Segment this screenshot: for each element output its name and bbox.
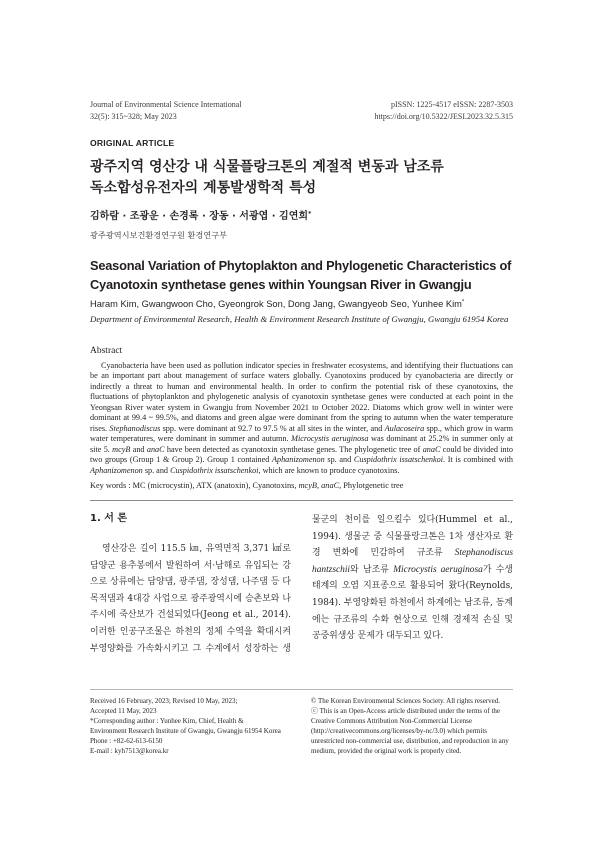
abstract-text: and bbox=[130, 444, 147, 454]
abstract-text-italic: Aphanizomenon bbox=[90, 465, 143, 475]
keyword-text-italic: anaC bbox=[321, 480, 340, 490]
keyword-text: MC (microcystin), ATX (anatoxin), Cyanotoxins, bbox=[132, 480, 299, 490]
introduction-text: 영산강은 길이 115.5 ㎞, 유역면적 3,371 ㎢로 담양군 용추봉에서 발원하여 서·남해로 유입되는 강으로 상류에는 담양댐, 광주댐, 장성댐, 나주댐 등 다목적댐과 4대강 사업으로 광주광역시에 승촌보와 나주시에 죽산보가 건설되었다(Jeong et al., 2014). 이러한 인공구조물은 하천의 정체 수역을 확대시켜 부영양화를 가속화시키고 그 수계에서 성장하는 생물군의 천이를 일으킬수 있다(Hummel et al., 1994). 생물군 중 식물플랑크톤은 1차 생산자로 환경 변화에 민감하여 규조류 bbox=[90, 515, 513, 654]
keywords-label: Key words : bbox=[90, 480, 133, 490]
abstract-heading: Abstract bbox=[90, 346, 123, 356]
keyword-text: , bbox=[317, 480, 322, 490]
korean-title: 광주지역 영산강 내 식물플랑크톤의 계절적 변동과 남조류 독소합성유전자의 계통발생학적 특성 bbox=[90, 159, 444, 196]
corresponding-author-mark: * bbox=[308, 209, 312, 218]
abstract-text-italic: Cuspidothrix issatschenkoi bbox=[353, 455, 443, 465]
abstract-body bbox=[90, 361, 513, 476]
korean-author-names: 김하람 · 조광운 · 손경록 · 장동 · 서광엽 · 김연희 bbox=[90, 211, 309, 222]
abstract-text-italic: Stephanodiscus bbox=[109, 423, 161, 433]
introduction-text: 가 수생태계의 오염 지표종으로 활용되어 왔다(Reynolds, 1984). 부영양화된 하천에서 하계에는 남조류, 동계에는 규조류의 수화 현상으로 인해 경제적 손실 및 공중위생상 문제가 대두되고 있다. bbox=[312, 564, 513, 642]
abstract-text-italic: anaC bbox=[146, 444, 165, 454]
abstract-text: , which are known to produce cyanotoxins. bbox=[258, 465, 400, 475]
journal-info bbox=[90, 99, 242, 122]
section-divider bbox=[90, 500, 513, 501]
introduction-heading: 1. 서 론 bbox=[90, 513, 128, 524]
abstract-text-italic: Aphanizomenon bbox=[271, 455, 325, 465]
introduction-paragraph bbox=[90, 512, 513, 657]
license-notice: ⓒ This is an Open-Access article distributed under the terms of the Creative Commons Attribution Non-Commercial License (http://creativecommons.org/licenses/by-nc/3.0) which permits unrestricted non-commercial use, distribution, and reproduction in any medium, provided the original work is properly cited. bbox=[311, 707, 509, 755]
abstract-text: sp. and bbox=[324, 455, 354, 465]
email-address: E-mail : kyh7513@korea.kr bbox=[90, 747, 169, 755]
introduction-text: 와 남조류 bbox=[350, 564, 394, 575]
english-affiliation: Department of Environmental Research, Health & Environment Research Institute of Gwangju, Gwangju 61954 Korea bbox=[90, 314, 509, 324]
english-author-names: Haram Kim, Gwangwoon Cho, Gyeongrok Son, Dong Jang, Gwangyeob Seo, Yunhee Kim bbox=[90, 299, 462, 309]
manuscript-dates: Received 16 February, 2023; Revised 10 May, 2023; Accepted 11 May, 2023 bbox=[90, 697, 238, 715]
issn-text: pISSN: 1225-4517 eISSN: 2287-3503 bbox=[390, 100, 513, 109]
english-title: Seasonal Variation of Phytoplakton and Phylogenetic Characteristics of Cyanotoxin synthetase genes within Youngsan River in Gwangju bbox=[90, 258, 512, 292]
copyright-notice: © The Korean Environmental Sciences Society. All rights reserved. bbox=[311, 697, 501, 705]
abstract-text-italic: Microcystis aeruginosa bbox=[291, 434, 369, 444]
phone-number: Phone : +82-62-613-6150 bbox=[90, 737, 163, 745]
abstract-text: sp. and bbox=[142, 465, 171, 475]
abstract-text: Cyanobacteria have been used as pollution indicator species in freshwater ecosystems, and identifying their fluctuations can be an important part about management of surface waters globally. Cyanotoxins produced by cyanobacteria are directly or indirectly a threat to human and environmental health. In order to confirm the potential risk of these cyanotoxins, the fluctuations of phytoplankton and phylogenetic analysis of cyanotoxin synthetase genes were conducted at each point in the Yeongsan River water system in Gwangju from November 2021 to October 2022. Diatoms which grow well in winter were dominant at 99.4 ~ 99.5%, and diatoms and green algae were dominant from the spring to autumn when the water temperature rises. bbox=[90, 361, 513, 433]
doi-link[interactable]: https://doi.org/10.5322/JESI.2023.32.5.315 bbox=[374, 111, 513, 121]
license-footnotes bbox=[311, 696, 519, 756]
abstract-text-italic: Cuspidothrix issatschenkoi bbox=[170, 465, 259, 475]
article-type-label: ORIGINAL ARTICLE bbox=[90, 138, 175, 148]
abstract-text-italic: mcyB bbox=[112, 444, 131, 454]
corresponding-author-mark: * bbox=[461, 299, 465, 306]
abstract-text: spp. were dominant at 92.7 to 97.5 % at all sites in the winter, and bbox=[160, 423, 385, 433]
abstract-section bbox=[90, 345, 513, 501]
introduction-section bbox=[90, 512, 513, 657]
keywords-line bbox=[90, 480, 513, 492]
abstract-text: have been detected as cyanotoxin synthetase genes. The phylogenetic tree of bbox=[164, 444, 423, 454]
keyword-text-italic: mcyB bbox=[298, 480, 317, 490]
keyword-text: , Phylotgenetic tree bbox=[339, 480, 404, 490]
abstract-text: could be divided into two groups (Group 1 & Group 2). Group 1 contained bbox=[90, 444, 513, 465]
abstract-text: spp., which grow in warm water temperatures, were dominant in summer and autumn. bbox=[90, 423, 513, 444]
introduction-text-italic: Microcystis aeruginosa bbox=[393, 564, 483, 575]
keywords-text bbox=[133, 481, 404, 490]
korean-authors bbox=[90, 210, 311, 224]
issn-doi-info bbox=[374, 99, 513, 122]
english-authors bbox=[90, 297, 464, 311]
abstract-text: was dominant at 25.2% in summer only at site 5. bbox=[90, 434, 513, 454]
article-footnotes bbox=[90, 696, 302, 756]
korean-affiliation: 광주광역시보건환경연구원 환경연구부 bbox=[90, 230, 228, 240]
abstract-text-italic: anaC bbox=[422, 444, 441, 454]
journal-name: Journal of Environmental Science International bbox=[90, 100, 242, 109]
footnote-divider bbox=[90, 689, 513, 690]
corresponding-author-note: *Corresponding author : Yunhee Kim, Chief, Health & Environment Research Institute of Gwangju, Gwangju 61954 Korea bbox=[90, 717, 281, 735]
introduction-text-italic: Stephanodiscus hantzschii bbox=[312, 548, 513, 575]
abstract-text: . It is combined with bbox=[442, 455, 513, 465]
abstract-text-italic: Aulacoseira bbox=[384, 423, 425, 433]
journal-issue: 32(5): 315~328; May 2023 bbox=[90, 111, 177, 121]
